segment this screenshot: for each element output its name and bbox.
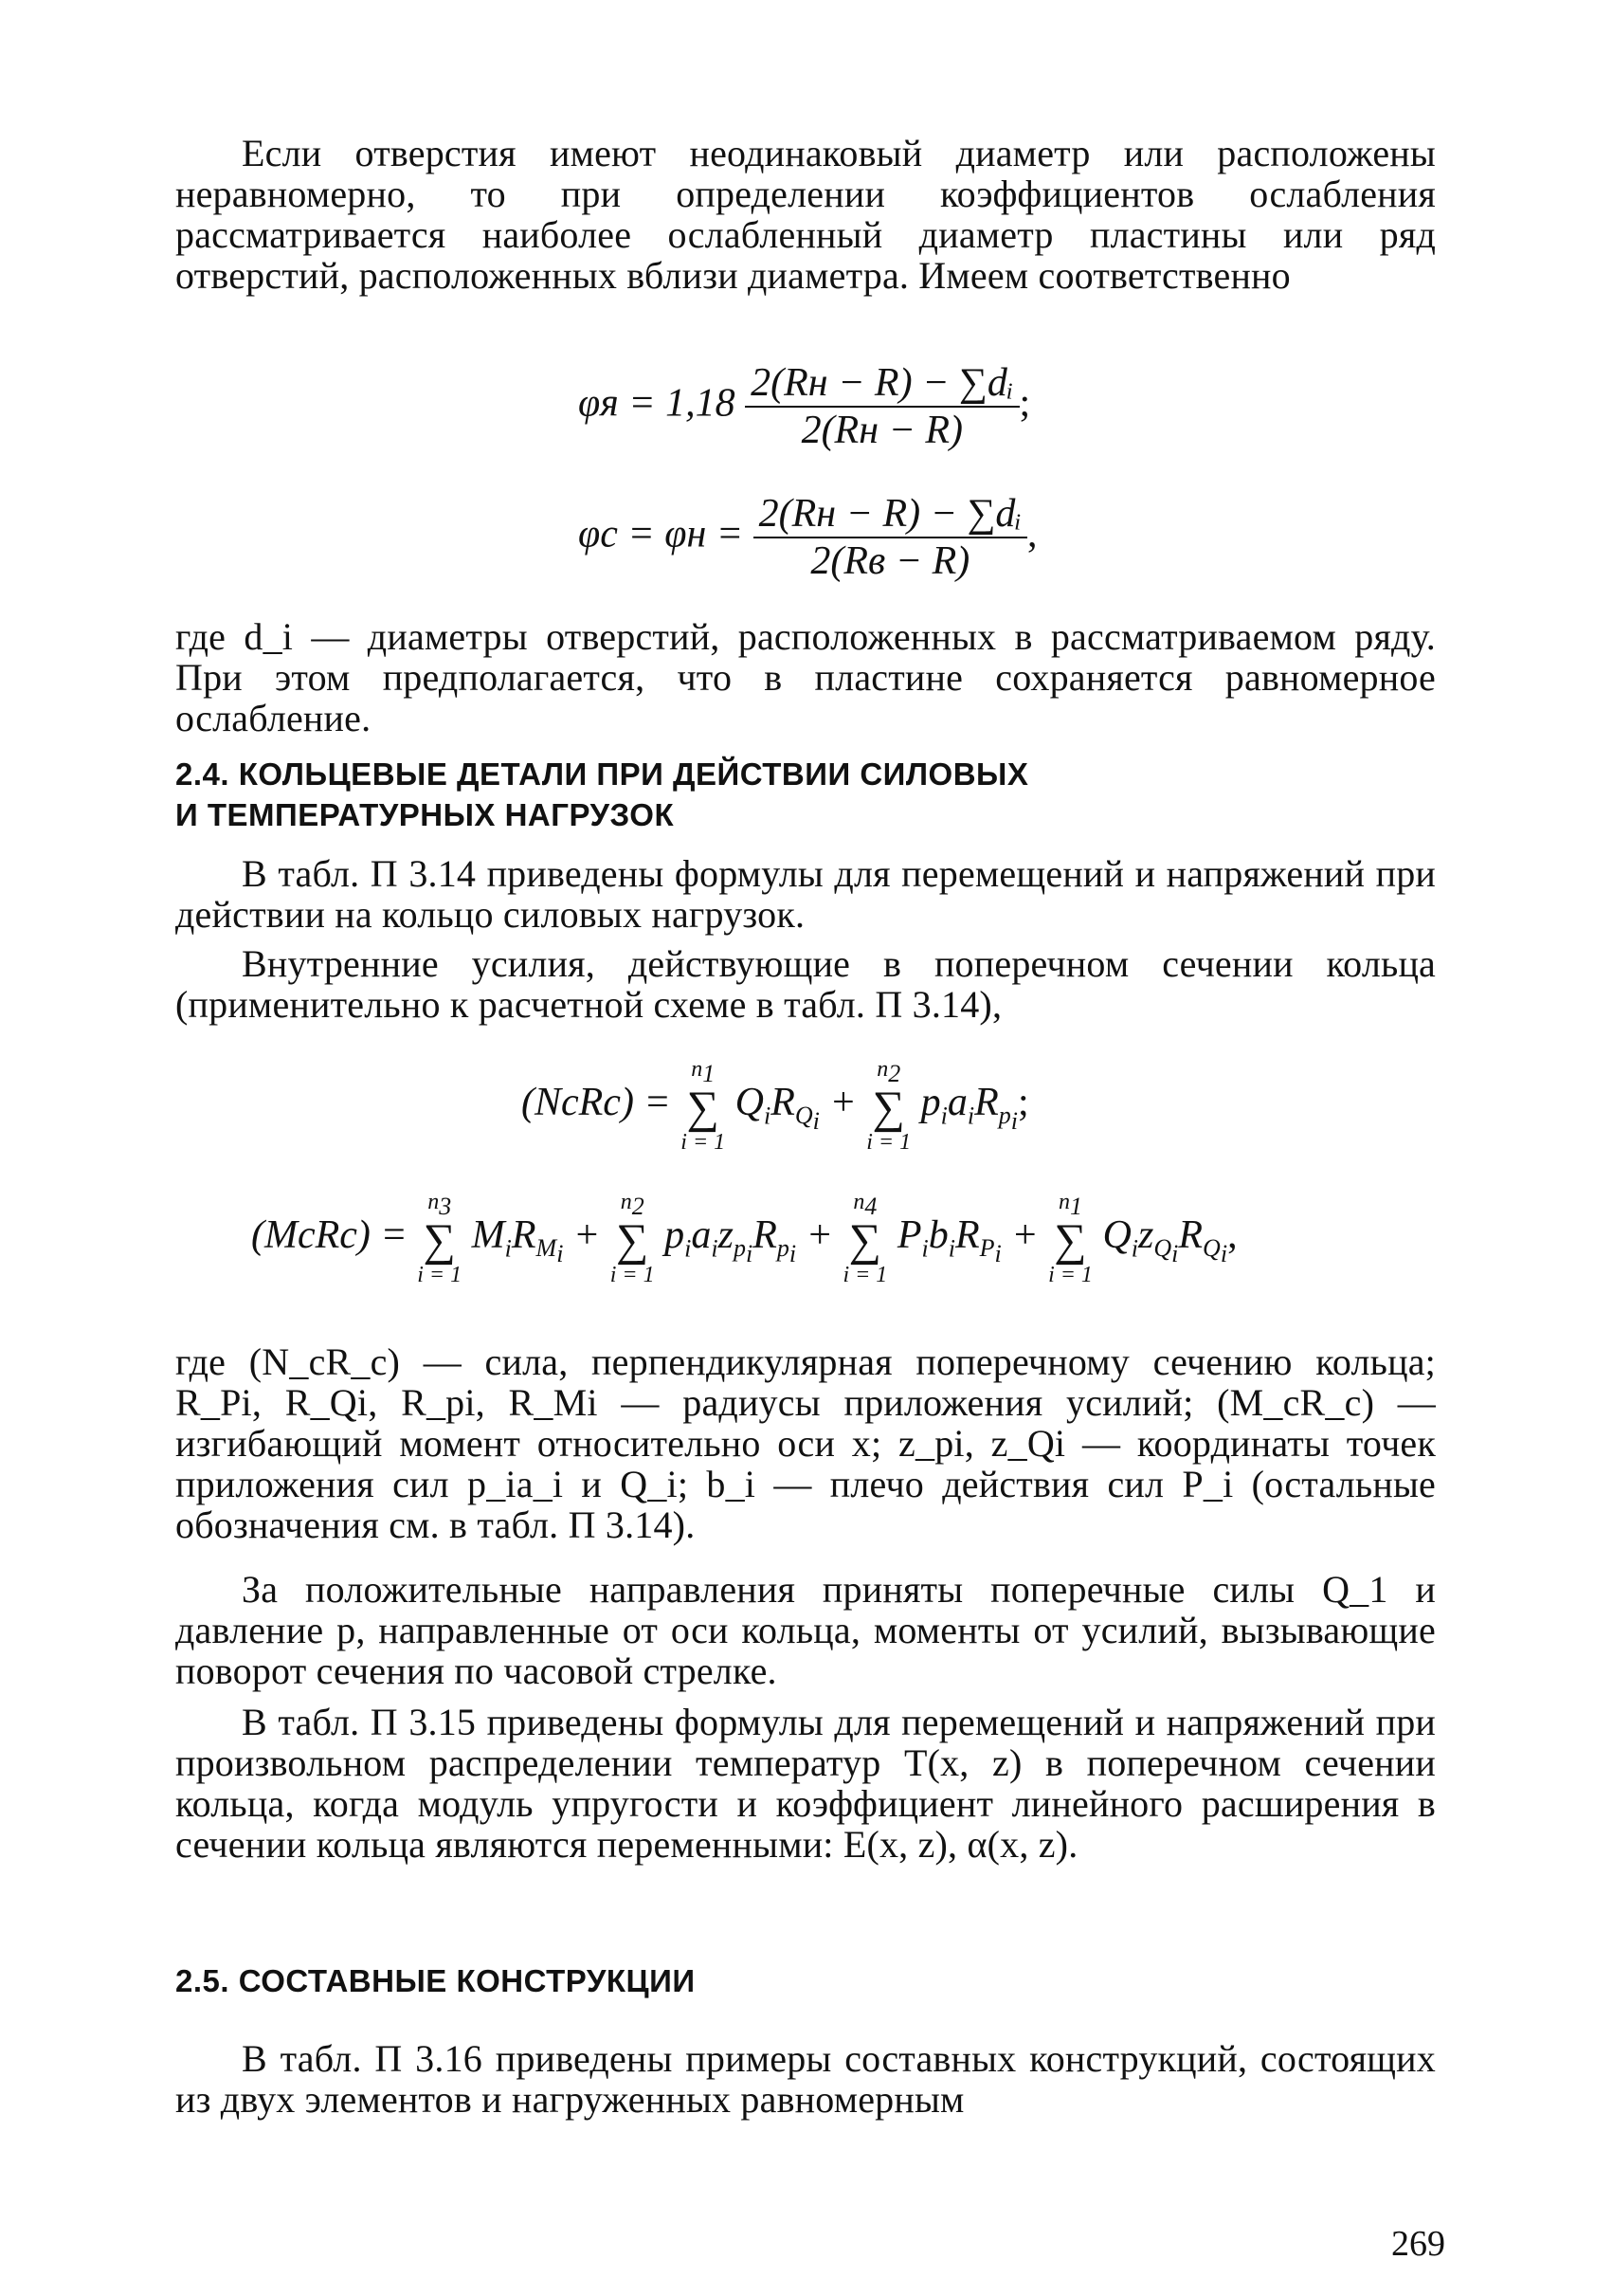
- sum-symbol: $n_2$ ∑ i = 1: [866, 1057, 912, 1155]
- paragraph-1: Если отверстия имеют неодинаковый диаметр или расположены неравномерно, то при определении коэффициентов ослабления рассматривается наиболее ослабленный диаметр пластины или ряд отверстий, расположенных вблизи диаметра. Имеем соответственно: [175, 132, 1436, 297]
- page-number: 269: [1391, 2224, 1445, 2264]
- equation-phi-c: φc = φн = $\frac{\text{2(Rн − R) − ∑dᵢ}}{2(Rв - R)}$ ,: [578, 492, 1038, 583]
- paragraph-5: где (N_cR_c) — сила, перпендикулярная поперечному сечению кольца; R_Pi, R_Qi, R_pi, R_Mi — радиусы приложения усилий; (M_cR_c) — изгибающий момент относительно оси x; z_pi, z_Qi — координаты точек приложения сил p_ia_i и Q_i; b_i — плечо действия сил P_i (остальные обозначения см. в табл. П 3.14).: [175, 1340, 1436, 1546]
- paragraph-6: За положительные направления приняты поперечные силы Q_1 и давление p, направленные от оси кольца, моменты от усилий, вызывающие поворот сечения по часовой стрелке.: [175, 1568, 1436, 1692]
- equation-2-fraction: [753, 491, 1027, 584]
- paragraph-4: Внутренние усилия, действующие в поперечном сечении кольца (применительно к расчетной схеме в табл. П 3.14),: [175, 942, 1436, 1026]
- paragraph-3: В табл. П 3.14 приведены формулы для перемещений и напряжений при действии на кольцо силовых нагрузок.: [175, 852, 1436, 936]
- equation-2-denominator: 2(Rв − R): [753, 537, 1027, 584]
- equation-2-lhs: φc = φн =: [578, 512, 744, 556]
- equation-phi-ya: φя = 1,18 $\frac{\text{2(Rн − R) − ∑dᵢ}}{2(Rн - R)}$ ;: [578, 361, 1031, 452]
- equation-bending-moment: (McRc) = $n_3$ ∑ i = 1 $M_iR_{M_i}$ + $n_2$ ∑ i = 1 $p_ia_iz_{p_i}R_{p_i}$ + $n_4$ ∑ i = 1 $P_ib_iR_{P_i}$ + $n_1$ ∑ i = 1 $Q_iz_{Q_i}R_{Q_i}$,: [251, 1190, 1238, 1287]
- section-heading-2-5: 2.5. СОСТАВНЫЕ КОНСТРУКЦИИ: [175, 1963, 696, 1998]
- section-heading-2-4-line2: И ТЕМПЕРАТУРНЫХ НАГРУЗОК: [175, 797, 675, 832]
- equation-3-lhs: (NcRc) =: [521, 1081, 671, 1125]
- sum-symbol: $n_1$ ∑ i = 1: [680, 1057, 726, 1155]
- equation-2-numerator: 2(Rн − R) − ∑dᵢ: [758, 492, 1023, 536]
- sum-symbol: $n_1$ ∑ i = 1: [1048, 1190, 1093, 1287]
- equation-1-numerator: 2(Rн − R) − ∑dᵢ: [751, 361, 1014, 405]
- equation-1-lhs: φя = 1,18: [578, 381, 735, 426]
- section-heading-2-4-line1: 2.4. КОЛЬЦЕВЫЕ ДЕТАЛИ ПРИ ДЕЙСТВИИ СИЛОВЫХ: [175, 756, 1029, 792]
- sum-symbol: $n_3$ ∑ i = 1: [417, 1190, 462, 1287]
- equation-normal-force: (NcRc) = $n_1$ ∑ i = 1 $Q_iR_{Q_i}$ + $n_2$ ∑ i = 1 $p_ia_iR_{p_i}$;: [521, 1057, 1029, 1155]
- paragraph-8: В табл. П 3.16 приведены примеры составных конструкций, состоящих из двух элементов и нагруженных равномерным: [175, 2037, 1436, 2121]
- equation-1-denominator: 2(Rн − R): [745, 406, 1019, 453]
- equation-1-fraction: [745, 360, 1019, 453]
- paragraph-7: В табл. П 3.15 приведены формулы для перемещений и напряжений при произвольном распределении температур T(x, z) в поперечном сечении кольца, когда модуль упругости и коэффициент линейного расширения в сечении кольца являются переменными: E(x, z), α(x, z).: [175, 1701, 1436, 1866]
- sum-symbol: $n_4$ ∑ i = 1: [843, 1190, 888, 1287]
- paragraph-2: где d_i — диаметры отверстий, расположенных в рассматриваемом ряду. При этом предполагается, что в пластине сохраняется равномерное ослабление.: [175, 615, 1436, 739]
- equation-4-lhs: (McRc) =: [251, 1213, 408, 1258]
- sum-symbol: $n_2$ ∑ i = 1: [609, 1190, 655, 1287]
